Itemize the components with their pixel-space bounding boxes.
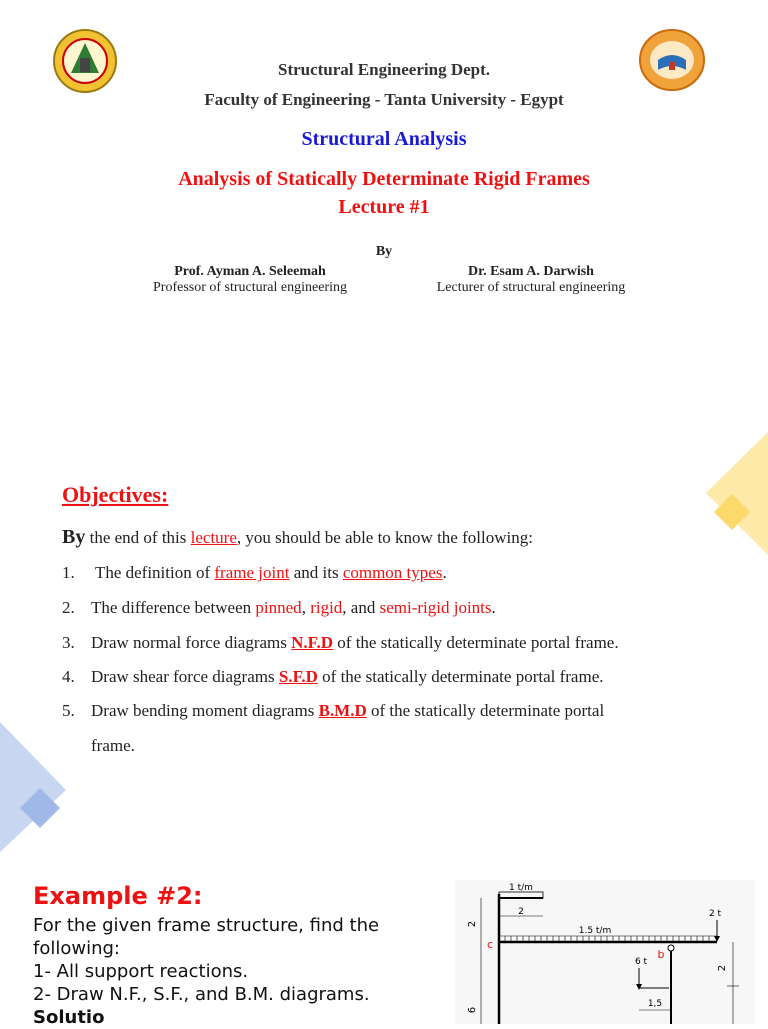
item-3-text-b: of the statically determinate portal frame.: [333, 633, 619, 652]
item-5-text-a: Draw bending moment diagrams: [91, 701, 319, 720]
example-line-2: following:: [33, 938, 120, 959]
item-4-text-b: of the statically determinate portal frame.: [317, 667, 604, 686]
hinge-b: [668, 945, 674, 951]
objective-item-4: [62, 667, 604, 687]
bottom-dim-label: 1,5: [647, 999, 663, 1009]
deco-blue-diamond-large: [0, 722, 66, 852]
item-2-text-a: The difference between: [91, 598, 256, 617]
item-3-number: 3.: [62, 633, 75, 652]
intro-text-a: the end of this: [85, 528, 191, 547]
right-dim-label: 2: [717, 964, 728, 972]
faculty-name: Faculty of Engineering - Tanta University - Egypt: [204, 90, 564, 109]
lecture-title: Analysis of Statically Determinate Rigid Frames: [178, 168, 590, 190]
right-point-load-label: 2 t: [708, 909, 722, 919]
author-1-name: Ayman A. Seleemah: [206, 264, 326, 279]
item-2-text-b: ,: [301, 598, 311, 617]
deco-yellow-diamond-large: [706, 432, 768, 555]
nfd-link[interactable]: N.F.D: [291, 633, 334, 652]
objective-item-1: [62, 563, 447, 583]
objective-item-5-continued: frame.: [91, 736, 135, 755]
example-line-5: Solutio: [33, 1007, 105, 1028]
item-5-number: 5.: [62, 701, 75, 720]
item-2-number: 2.: [62, 598, 75, 617]
intro-by: By: [62, 526, 86, 548]
item-2-text-c: , and: [342, 598, 380, 617]
item-5-text-b: of the statically determinate portal: [366, 701, 605, 720]
example-line-1: For the given frame structure, find the: [33, 915, 380, 936]
objectives-intro: [62, 526, 533, 549]
item-3-text-a: Draw normal force diagrams: [91, 633, 292, 652]
item-4-number: 4.: [62, 667, 75, 686]
left-dim-upper-label: 2: [467, 920, 478, 928]
author-1: [100, 264, 400, 296]
frame-diagram: [455, 880, 755, 1024]
objectives-heading: Objectives:: [62, 482, 169, 507]
example-text: [33, 914, 379, 1029]
author-1-title: Professor of structural engineering: [153, 280, 347, 295]
item-1-number: 1.: [62, 563, 75, 582]
common-types-link[interactable]: common types: [342, 563, 443, 582]
author-1-prefix: Prof.: [174, 264, 204, 279]
bmd-link[interactable]: B.M.D: [318, 701, 367, 720]
author-2-name: Esam A. Darwish: [490, 264, 594, 279]
course-title: Structural Analysis: [301, 128, 467, 150]
top-load-label: 1 t/m: [509, 883, 533, 893]
label-b: b: [657, 948, 665, 961]
objective-item-2: [62, 598, 496, 618]
author-2: [390, 264, 672, 296]
item-4-text-a: Draw shear force diagrams: [91, 667, 279, 686]
item-2-text-d: .: [491, 598, 496, 617]
lecture-number: Lecture #1: [338, 196, 430, 218]
dept-name: Structural Engineering Dept.: [277, 60, 491, 79]
left-dim-lower-label: 6: [467, 1006, 478, 1014]
semi-rigid-term: semi-rigid joints: [379, 598, 492, 617]
example-line-4: 2- Draw N.F., S.F., and B.M. diagrams.: [33, 984, 370, 1005]
example-heading: Example #2:: [33, 882, 203, 910]
example-line-3: 1- All support reactions.: [33, 961, 249, 982]
item-1-text-c: .: [442, 563, 447, 582]
lecture-link[interactable]: lecture: [190, 528, 237, 547]
top-dim-label: 2: [518, 907, 524, 917]
mid-point-load-label: 6 t: [634, 957, 648, 967]
author-2-title: Lecturer of structural engineering: [436, 280, 626, 295]
objective-item-3: [62, 633, 619, 653]
item-1-text-a: The definition of: [91, 563, 215, 582]
sfd-link[interactable]: S.F.D: [278, 667, 318, 686]
by-label: By: [375, 244, 393, 259]
objective-item-5: [62, 701, 604, 721]
item-1-text-b: and its: [289, 563, 343, 582]
author-2-prefix: Dr.: [468, 264, 487, 279]
intro-text-b: , you should be able to know the following:: [236, 528, 533, 547]
main-load-label: 1.5 t/m: [578, 926, 612, 936]
label-c: c: [486, 938, 493, 951]
rigid-term: rigid: [310, 598, 343, 617]
frame-joint-link[interactable]: frame joint: [214, 563, 290, 582]
pinned-term: pinned: [255, 598, 302, 617]
